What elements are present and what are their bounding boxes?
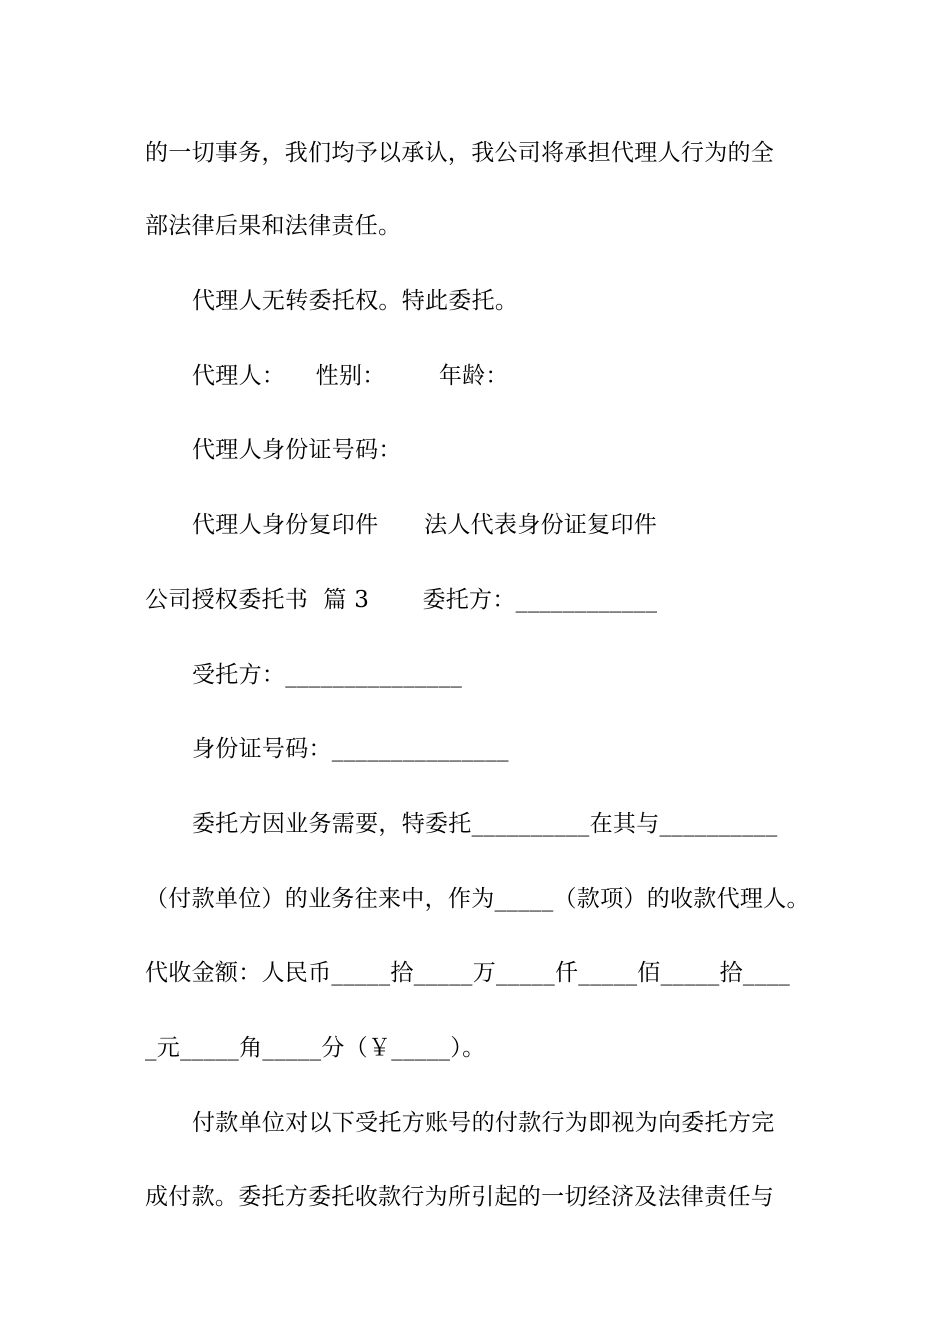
- text-line: 的一切事务，我们均予以承认，我公司将承担代理人行为的全: [145, 140, 775, 166]
- text-line: 成付款。委托方委托收款行为所引起的一切经济及法律责任与: [145, 1184, 775, 1210]
- text-line: 代理人无转委托权。特此委托。: [192, 288, 519, 314]
- section-heading: 公司授权委托书 篇 3 委托方：____________: [145, 587, 658, 613]
- agent-info-line: 代理人： 性别： 年龄：: [192, 363, 509, 389]
- text-line: （付款单位）的业务往来中，作为_____（款项）的收款代理人。: [145, 886, 810, 912]
- amount-line-cont: _元_____角_____分（￥_____）。: [145, 1035, 486, 1061]
- attachments-line: 代理人身份复印件 法人代表身份证复印件: [192, 512, 658, 538]
- amount-line: 代收金额：人民币_____拾_____万_____仟_____佰_____拾____: [145, 960, 791, 986]
- text-line: 委托方因业务需要，特委托__________在其与__________: [192, 811, 778, 837]
- id-number-line: 身份证号码：_______________: [192, 736, 509, 762]
- text-line: 付款单位对以下受托方账号的付款行为即视为向委托方完: [192, 1110, 775, 1136]
- agent-id-line: 代理人身份证号码：: [192, 437, 402, 463]
- text-line: 部法律后果和法律责任。: [145, 213, 402, 239]
- trustee-line: 受托方：_______________: [192, 662, 463, 688]
